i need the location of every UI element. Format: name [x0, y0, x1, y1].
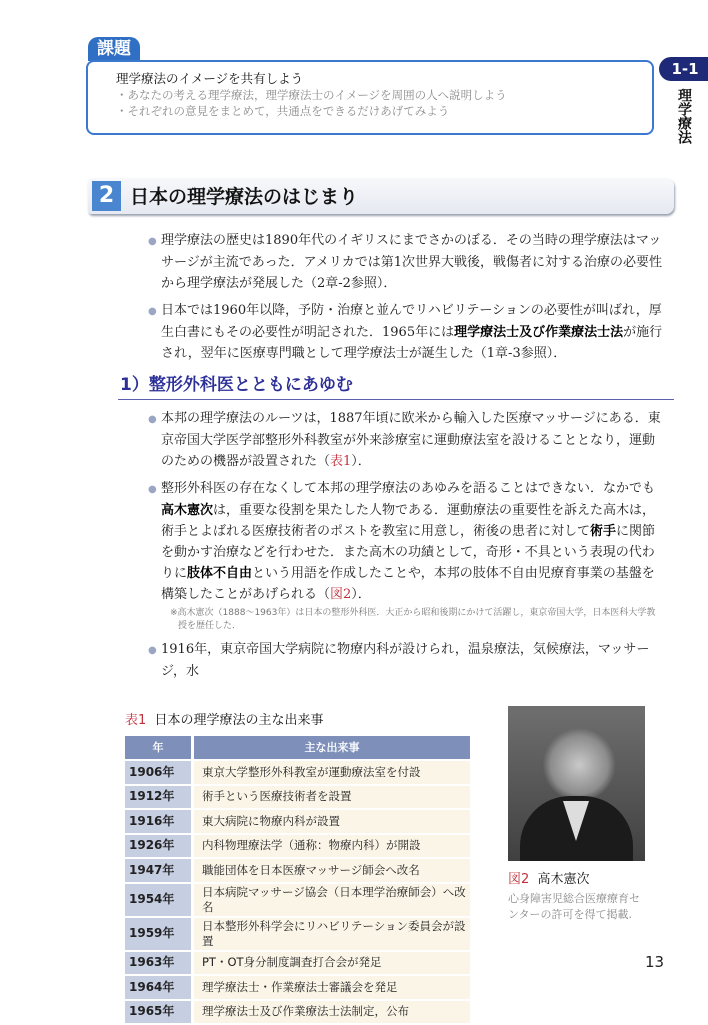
table-row — [125, 810, 470, 833]
bullet-icon: ● — [148, 306, 157, 317]
column-header-year: 年 — [125, 736, 194, 759]
figure-caption: 図2 高木憲次 — [508, 872, 590, 887]
year-cell: 1906年 — [125, 761, 194, 784]
table-row — [125, 952, 470, 975]
bold-term: 術手 — [590, 524, 617, 539]
table-row — [125, 976, 470, 999]
figure-credit: 心身障害児総合医療療育センターの許可を得て掲載. — [508, 892, 640, 921]
bullet-icon: ● — [148, 236, 157, 247]
task-tab-label: 課題 — [88, 37, 140, 61]
year-cell: 1954年 — [125, 884, 194, 916]
paragraph: ● 理学療法の歴史は1890年代のイギリスにまでさかのぼる．その当時の理学療法はマッサージが主流であった．アメリカでは第1次世界大戦後，戦傷者に対する治療の必要性から理学療法が発展した（2章-2参照）． — [148, 233, 662, 291]
portrait-photo — [508, 706, 645, 861]
table-caption: 表1 日本の理学療法の主な出来事 — [125, 713, 324, 728]
task-title: 理学療法のイメージを共有しよう — [116, 71, 304, 86]
year-cell: 1912年 — [125, 786, 194, 809]
paragraph: ● 日本では1960年以降，予防・治療と並んでリハビリテーションの必要性が叫ばれ，厚生白書にもその必要性が明記された．1965年には理学療法士及び作業療法士法が施行され，翌年に医療専門職として理学療法士が誕生した（1章-3参照）． — [148, 303, 663, 361]
footnote: ※高木憲次（1888～1963年）は日本の整形外科医．大正から昭和後期にかけて活躍し，東京帝国大学，日本医科大学教授を歴任した． — [170, 608, 656, 631]
event-cell: 内科物理療法学（通称：物療内科）が開設 — [194, 835, 470, 858]
task-item: ・あなたの考える理学療法，理学療法士のイメージを周囲の人へ説明しよう — [116, 88, 507, 102]
subsection-title: 1）整形外科医とともにあゆむ — [118, 374, 674, 400]
task-item: ・それぞれの意見をまとめて，共通点をできるだけあげてみよう — [116, 104, 450, 118]
paragraph: ● 本邦の理学療法のルーツは，1887年頃に欧米から輸入した医療マッサージにある．東京帝国大学医学部整形外科教室が外来診療室に運動療法室を設けることとなり，運動のための機器が設置された（表1）． — [148, 411, 661, 469]
section-number: 2 — [92, 181, 121, 211]
table-header-row — [125, 736, 470, 759]
table-block — [125, 712, 470, 1025]
task-box — [86, 60, 654, 135]
body-content — [118, 230, 674, 1025]
year-cell: 1916年 — [125, 810, 194, 833]
paragraph: ● 1916年，東京帝国大学病院に物療内科が設けられ，温泉療法，気候療法，マッサージ，水 — [148, 642, 650, 679]
year-cell: 1947年 — [125, 859, 194, 882]
year-cell: 1964年 — [125, 976, 194, 999]
bullet-icon: ● — [148, 414, 157, 425]
table-row — [125, 786, 470, 809]
bold-term: 肢体不自由 — [187, 566, 253, 581]
table-and-figure-area — [125, 712, 674, 1025]
column-header-event: 主な出来事 — [194, 736, 470, 759]
table-reference-link[interactable]: 表1 — [330, 454, 352, 469]
event-cell: 職能団体を日本医療マッサージ師会へ改名 — [194, 859, 470, 882]
chapter-name: 理学療法 — [676, 88, 692, 144]
event-cell: 東大病院に物療内科が設置 — [194, 810, 470, 833]
bullet-icon: ● — [148, 645, 157, 656]
year-cell: 1959年 — [125, 918, 194, 950]
figure-reference-link[interactable]: 図2 — [330, 587, 352, 602]
events-table — [125, 734, 470, 1025]
year-cell: 1963年 — [125, 952, 194, 975]
event-cell: 日本整形外科学会にリハビリテーション委員会が設置 — [194, 918, 470, 950]
event-cell: 理学療法士及び作業療法士法制定，公布 — [194, 1001, 470, 1024]
figure-block — [508, 706, 648, 923]
section-title: 日本の理学療法のはじまり — [130, 186, 359, 208]
table-row — [125, 1001, 470, 1024]
page-number: 13 — [645, 953, 665, 971]
table-row — [125, 884, 470, 916]
table-row — [125, 859, 470, 882]
table-row — [125, 918, 470, 950]
table-row — [125, 761, 470, 784]
year-cell: 1926年 — [125, 835, 194, 858]
event-cell: 理学療法士・作業療法士審議会を発足 — [194, 976, 470, 999]
event-cell: 術手という医療技術者を設置 — [194, 786, 470, 809]
event-cell: 日本病院マッサージ協会（日本理学治療師会）へ改名 — [194, 884, 470, 916]
table-row — [125, 835, 470, 858]
event-cell: PT・OT身分制度調査打合会が発足 — [194, 952, 470, 975]
bold-term: 理学療法士及び作業療法士法 — [454, 325, 624, 340]
event-cell: 東京大学整形外科教室が運動療法室を付設 — [194, 761, 470, 784]
chapter-tab: 1-1 — [659, 57, 708, 81]
bold-term: 高木憲次 — [161, 503, 214, 518]
paragraph: ● 整形外科医の存在なくして本邦の理学療法のあゆみを語ることはできない．なかでも高木憲次は，重要な役割を果たした人物である．運動療法の重要性を訴えた高木は，術手とよばれる医療技術者のポストを教室に用意し，術後の患者に対して術手に関節を動かす治療などを行わせた．また高木の功績として，奇形・不具という表現の代わりに肢体不自由という用語を作成したことや，本邦の肢体不自由児療育事業の基盤を構築したことがあげられる（図2）． — [148, 481, 656, 602]
bullet-icon: ● — [148, 484, 157, 495]
year-cell: 1965年 — [125, 1001, 194, 1024]
